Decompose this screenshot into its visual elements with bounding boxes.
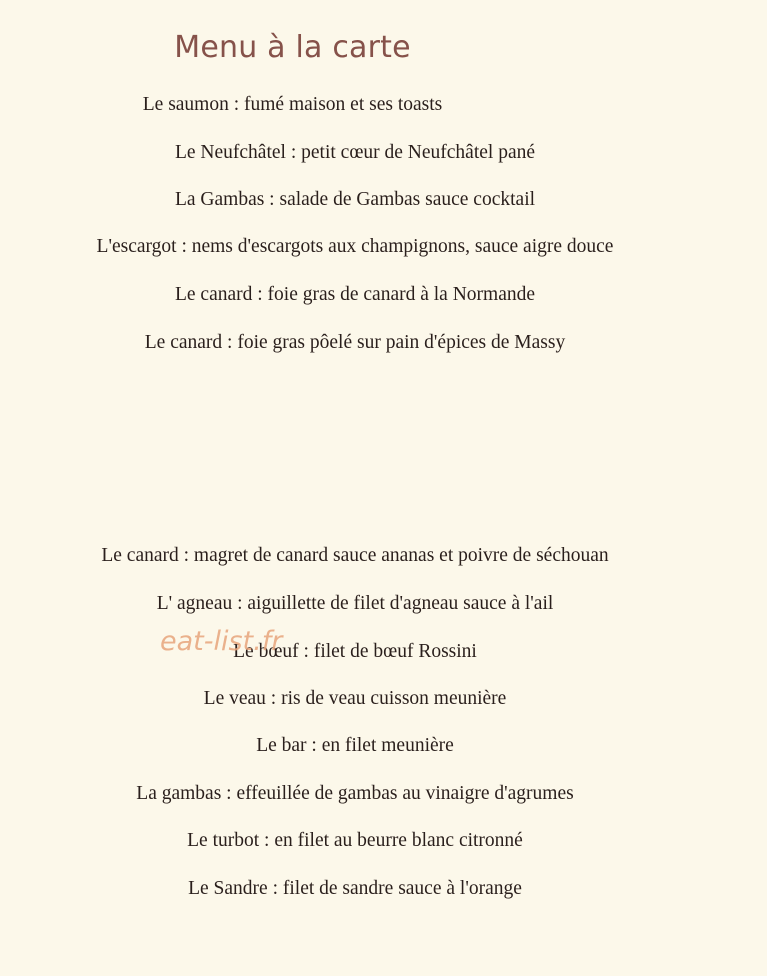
menu-item: Le bar : en filet meunière [256,735,454,756]
menu-item: Le canard : foie gras pôelé sur pain d'épices de Massy [144,332,566,353]
watermark: eat-list.fr [160,626,283,657]
menu-item: Le bœuf : filet de bœuf Rossini [233,641,477,662]
menu-item: Le canard : foie gras de canard à la Normande [174,284,536,305]
menu-item: Le veau : ris de veau cuisson meunière [203,688,507,709]
menu-item: Le canard : magret de canard sauce ananas et poivre de séchouan [101,545,609,566]
menu-item: Le Sandre : filet de sandre sauce à l'orange [188,878,522,899]
menu-item: Le turbot : en filet au beurre blanc citronné [187,830,523,851]
menu-item: L' agneau : aiguillette de filet d'agneau sauce à l'ail [156,593,554,614]
menu-item: Le Neufchâtel : petit cœur de Neufchâtel pané [174,142,536,163]
menu-item: La Gambas : salade de Gambas sauce cocktail [174,189,536,210]
menu-item: La gambas : effeuillée de gambas au vinaigre d'agrumes [136,783,574,804]
menu-item: Le saumon : fumé maison et ses toasts [142,94,443,115]
menu-item: L'escargot : nems d'escargots aux champignons, sauce aigre douce [96,236,614,257]
page-title: Menu à la carte [174,30,411,65]
